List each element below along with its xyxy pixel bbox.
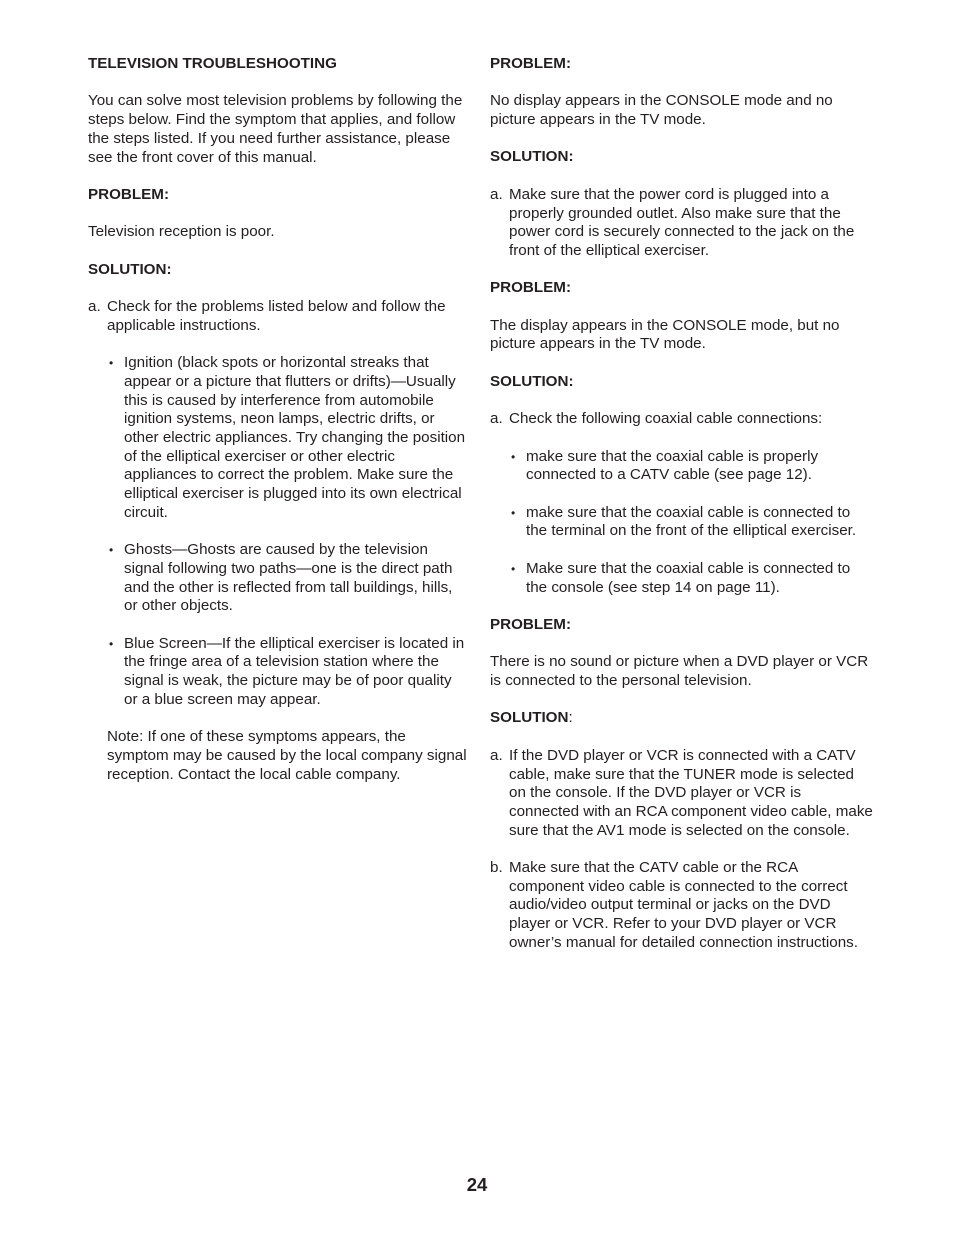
- item-marker: a.: [490, 410, 503, 428]
- section-title: TELEVISION TROUBLESHOOTING: [88, 55, 337, 72]
- item-marker: a.: [490, 746, 503, 764]
- solution-label-line: [490, 709, 874, 728]
- bullet-marker: •: [109, 356, 114, 371]
- solution-label: SOLUTION:: [490, 372, 574, 390]
- solution-item-a: [490, 186, 874, 261]
- bullet-text: Ignition (black spots or horizontal streaks that appear or a picture that flutters or drifts)—Usually this is caused by interference from automobile ignition systems, neon lamps, electric drifts, or other electric appliances. Try changing the position of the elliptical exerciser or other electric appliances to correct the problem. Make sure the elliptical exerciser is plugged into its own electrical circuit.: [124, 354, 466, 521]
- problem-text: Television reception is poor.: [88, 223, 275, 241]
- bullet-marker: •: [511, 505, 516, 520]
- item-text: Make sure that the CATV cable or the RCA component video cable is connected to the correct audio/video output terminal or jacks on the DVD player or VCR. Refer to your DVD player or VCR owner’s manual for detailed connection instructions.: [509, 859, 858, 951]
- problem-label: PROBLEM:: [490, 615, 571, 633]
- bullet-item: [88, 354, 468, 522]
- bullet-text: make sure that the coaxial cable is connected to the terminal on the front of the elliptical exerciser.: [526, 503, 857, 540]
- item-text: Check the following coaxial cable connections:: [509, 410, 823, 428]
- item-marker: b.: [490, 859, 503, 876]
- bullet-item: [490, 448, 874, 485]
- intro-paragraph: You can solve most television problems by following the steps below. Find the symptom that applies, and follow the steps listed. If you need further assistance, please see the front cover of this manual.: [88, 92, 463, 166]
- problem-text: The display appears in the CONSOLE mode, but no picture appears in the TV mode.: [490, 316, 840, 353]
- note-paragraph: Note: If one of these symptoms appears, the symptom may be caused by the local company signal reception. Contact the local cable company.: [107, 728, 467, 783]
- bullet-text: Blue Screen—If the elliptical exerciser is located in the fringe area of a television station where the signal is weak, the picture may be of poor quality or a blue screen may appear.: [124, 634, 465, 708]
- problem-text: There is no sound or picture when a DVD player or VCR is connected to the personal television.: [490, 653, 869, 690]
- item-marker: a.: [490, 185, 503, 203]
- problem-label: PROBLEM:: [490, 55, 571, 72]
- bullet-marker: •: [511, 449, 516, 464]
- problem-label: PROBLEM:: [88, 185, 169, 203]
- right-column: [490, 55, 874, 953]
- solution-label: SOLUTION:: [490, 148, 574, 166]
- item-marker: a.: [88, 298, 101, 316]
- bullet-item: [490, 560, 874, 597]
- solution-label: SOLUTION:: [88, 260, 172, 278]
- item-text: Make sure that the power cord is plugged into a properly grounded outlet. Also make sure that the power cord is securely connected to the jack on the front of the elliptical exerciser.: [509, 185, 855, 259]
- item-text: If the DVD player or VCR is connected with a CATV cable, make sure that the TUNER mode is selected on the console. If the DVD player or VCR is connected with an RCA component video cable, make sure that the AV1 mode is selected on the console.: [509, 746, 873, 839]
- problem-text: No display appears in the CONSOLE mode and no picture appears in the TV mode.: [490, 92, 833, 129]
- bullet-item: [88, 635, 468, 710]
- solution-label-colon: :: [568, 709, 573, 727]
- solution-item-b: [490, 859, 874, 953]
- bullet-text: Ghosts—Ghosts are caused by the television signal following two paths—one is the direct path and the other is reflected from tall buildings, hills, or other objects.: [124, 541, 453, 615]
- bullet-item: [88, 541, 468, 616]
- solution-item-a: [490, 410, 874, 429]
- bullet-text: make sure that the coaxial cable is properly connected to a CATV cable (see page 12).: [526, 447, 819, 484]
- problem-label: PROBLEM:: [490, 279, 571, 297]
- solution-item-a: [490, 747, 874, 841]
- bullet-marker: •: [109, 636, 114, 651]
- solution-label: SOLUTION: [490, 709, 569, 727]
- bullet-marker: •: [109, 543, 114, 558]
- left-column: [88, 55, 468, 784]
- solution-item-a: [88, 298, 468, 335]
- bullet-text: Make sure that the coaxial cable is connected to the console (see step 14 on page 11).: [526, 559, 851, 596]
- item-text: Check for the problems listed below and follow the applicable instructions.: [107, 298, 446, 334]
- bullet-item: [490, 504, 874, 541]
- bullet-marker: •: [511, 561, 516, 576]
- page-number: 24: [466, 1174, 488, 1195]
